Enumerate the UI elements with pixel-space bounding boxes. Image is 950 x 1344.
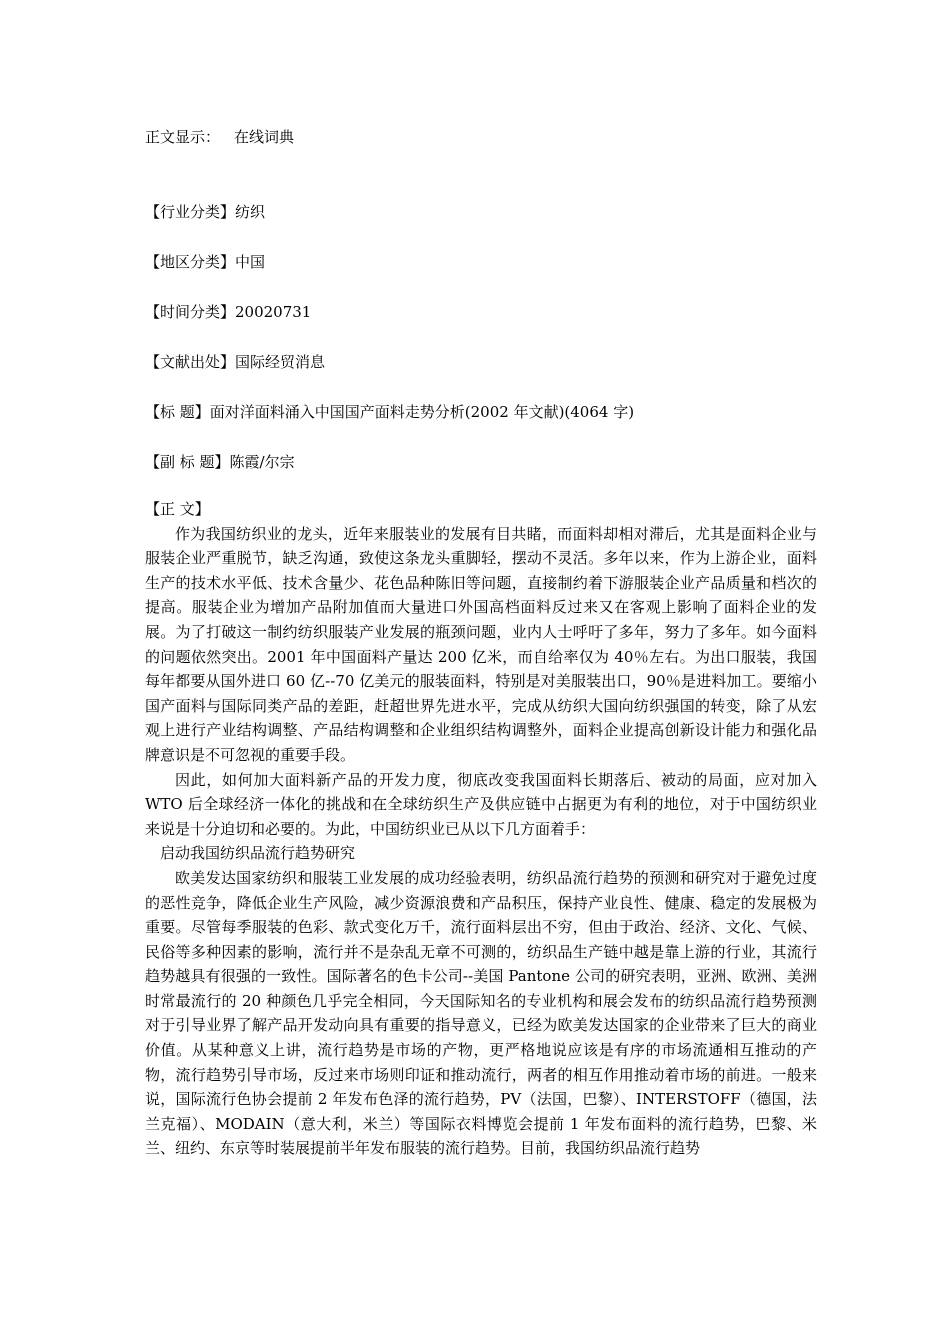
online-dictionary-link[interactable]: 在线词典 [234,128,295,146]
body-paragraph: 欧美发达国家纺织和服装工业发展的成功经验表明，纺织品流行趋势的预测和研究对于避免过度的恶性竞争，降低企业生产风险，减少资源浪费和产品积压，保持产业良性、健康、稳定的发展极为重要。尽管每季服装的色彩、款式变化万千，流行面料层出不穷，但由于政治、经济、文化、气候、民俗等多种因素的影响，流行并不是杂乱无章不可测的，纺织品生产链中越是靠上游的行业，其流行趋势越具有很强的一致性。国际著名的色卡公司--美国 Pantone 公司的研究表明，亚洲、欧洲、美洲时常最流行的 20 种颜色几乎完全相同，今天国际知名的专业机构和展会发布的纺织品流行趋势预测对于引导业界了解产品开发动向具有重要的指导意义，已经为欧美发达国家的企业带来了巨大的商业价值。从某种意义上讲，流行趋势是市场的产物，更严格地说应该是有序的市场流通相互推动的产物，流行趋势引导市场，反过来市场则印证和推动流行，两者的相互作用推动着市场的前进。一般来说，国际流行色协会提前 2 年发布色泽的流行趋势，PV（法国，巴黎）、INTERSTOFF（德国，法兰克福）、MODAIN（意大利，米兰）等国际衣料博览会提前 1 年发布面料的流行趋势，巴黎、米兰、纽约、东京等时装展提前半年发布服装的流行趋势。目前，我国纺织品流行趋势 [145,868,817,1158]
time-category: 【时间分类】20020731 [145,303,312,321]
body-paragraph: 作为我国纺织业的龙头，近年来服装业的发展有目共睹，而面料却相对滞后，尤其是面料企业与服装企业严重脱节，缺乏沟通，致使这条龙头重脚轻，摆动不灵活。多年以来，作为上游企业，面料生产的技术水平低、技术含量少、花色品种陈旧等问题，直接制约着下游服装企业产品质量和档次的提高。服装企业为增加产品附加值而大量进口外国高档面料反过来又在客观上影响了面料企业的发展。为了打破这一制约纺织服装产业发展的瓶颈问题，业内人士呼吁了多年，努力了多年。如今面料的问题依然突出。2001 年中国面料产量达 200 亿米，而自给率仅为 40％左右。为出口服装，我国每年都要从国外进口 60 亿--70 亿美元的服装面料，特别是对美服装出口，90％是进料加工。要缩小国产面料与国际同类产品的差距，赶超世界先进水平，完成从纺织大国向纺织强国的转变，除了从宏观上进行产业结构调整、产品结构调整和企业组织结构调整外，面料企业提高创新设计能力和强化品牌意识是不可忽视的重要手段。 [145,524,817,764]
display-label: 正文显示： [145,128,221,146]
title-field: 【标 题】面对洋面料涌入中国国产面料走势分析(2002 年文献)(4064 字) [145,403,635,421]
industry-category: 【行业分类】纺织 [145,203,266,221]
subtitle-field: 【副 标 题】陈霞/尔宗 [145,453,295,471]
body-heading: 【正 文】 [145,500,210,518]
display-header [145,127,294,147]
source-field: 【文献出处】国际经贸消息 [145,353,326,371]
section-heading: 启动我国纺织品流行趋势研究 [160,844,356,863]
body-paragraph: 因此，如何加大面料新产品的开发力度，彻底改变我国面料长期落后、被动的局面，应对加入 WTO 后全球经济一体化的挑战和在全球纺织生产及供应链中占据更为有利的地位，对于中国纺织业来说是十分迫切和必要的。为此，中国纺织业已从以下几方面着手： [145,770,817,838]
article-body [145,497,817,1161]
region-category: 【地区分类】中国 [145,253,266,271]
